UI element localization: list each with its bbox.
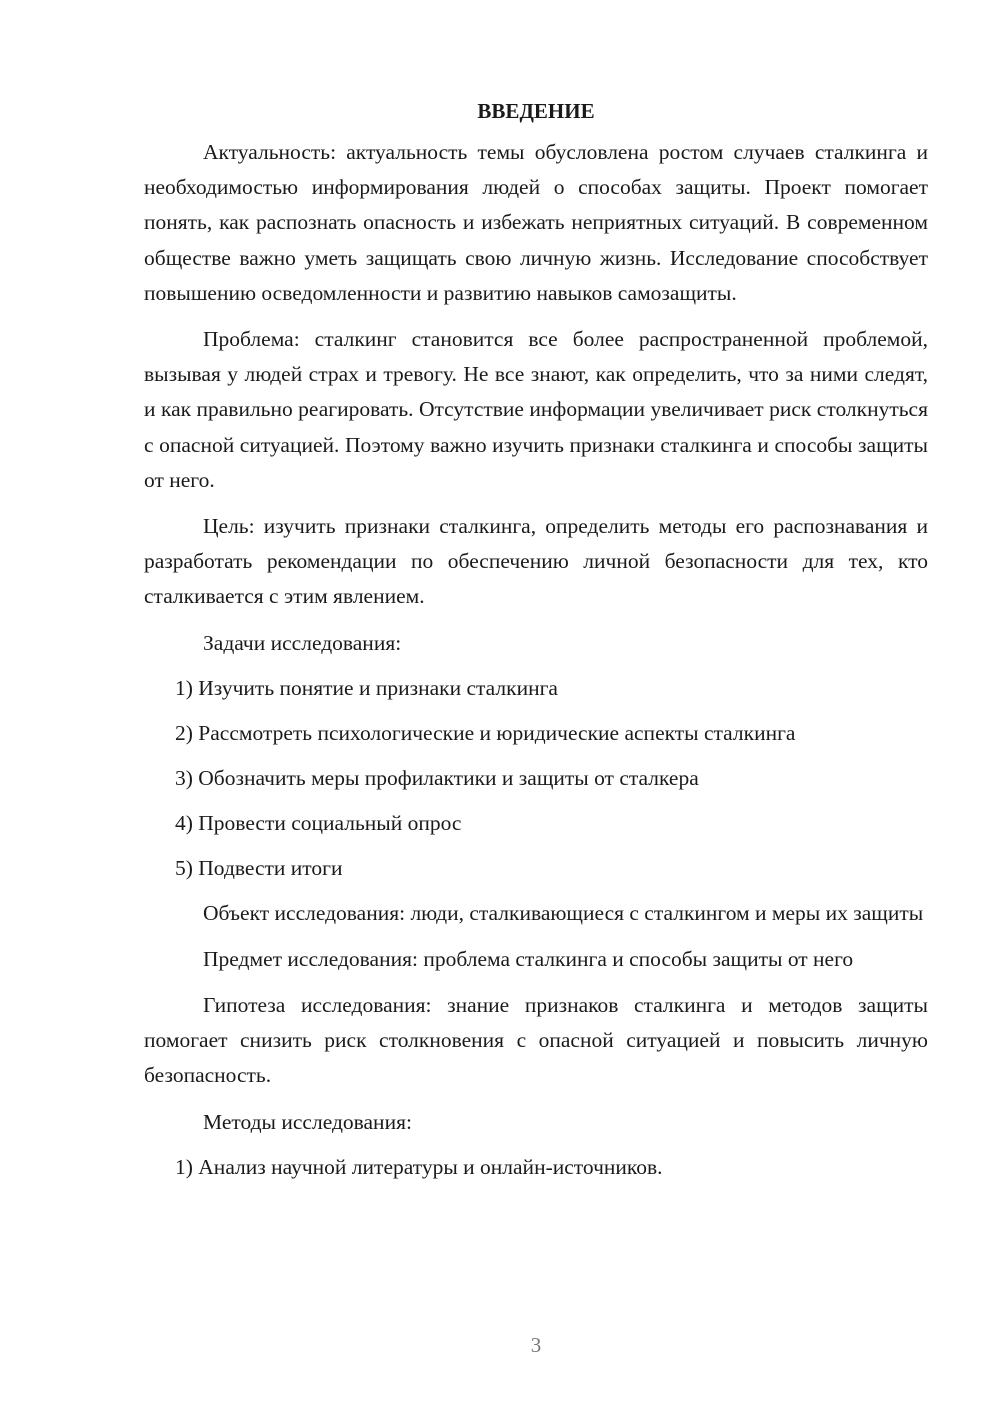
section-title: ВВЕДЕНИЕ xyxy=(477,99,595,123)
page-number: 3 xyxy=(530,1333,542,1357)
task-item-1: 1) Изучить понятие и признаки сталкинга xyxy=(175,675,558,700)
goal-paragraph: Цель: изучить признаки сталкинга, определить методы его распознавания и разработать рекомендации по обеспечению личной безопасности для тех, кто сталкивается с этим явлением. xyxy=(144,514,928,609)
task-item-5: 5) Подвести итоги xyxy=(175,855,343,880)
method-item-1: 1) Анализ научной литературы и онлайн-источников. xyxy=(175,1154,663,1179)
object-paragraph: Объект исследования: люди, сталкивающиеся с сталкингом и меры их защиты xyxy=(203,900,924,925)
task-item-2: 2) Рассмотреть психологические и юридические аспекты сталкинга xyxy=(175,720,796,745)
task-item-4: 4) Провести социальный опрос xyxy=(175,810,462,835)
subject-paragraph: Предмет исследования: проблема сталкинга и способы защиты от него xyxy=(203,946,854,971)
methods-label: Методы исследования: xyxy=(203,1109,412,1134)
task-item-3: 3) Обозначить меры профилактики и защиты от сталкера xyxy=(175,765,699,790)
problem-paragraph: Проблема: сталкинг становится все более распространенной проблемой, вызывая у людей страх и тревогу. Не все знают, как определить, что за ними следят, и как правильно реагировать. Отсутствие информации увеличивает риск столкнуться с опасной ситуацией. Поэтому важно изучить признаки сталкинга и способы защиты от него. xyxy=(144,327,928,492)
tasks-label: Задачи исследования: xyxy=(203,630,402,655)
relevance-paragraph: Актуальность: актуальность темы обусловлена ростом случаев сталкинга и необходимостью информирования людей о способах защиты. Проект помогает понять, как распознать опасность и избежать неприятных ситуаций. В современном обществе важно уметь защищать свою личную жизнь. Исследование способствует повышению осведомленности и развитию навыков самозащиты. xyxy=(144,140,928,305)
page-content xyxy=(144,94,928,1195)
hypothesis-paragraph: Гипотеза исследования: знание признаков сталкинга и методов защиты помогает снизить риск столкновения с опасной ситуацией и повысить личную безопасность. xyxy=(144,993,928,1088)
